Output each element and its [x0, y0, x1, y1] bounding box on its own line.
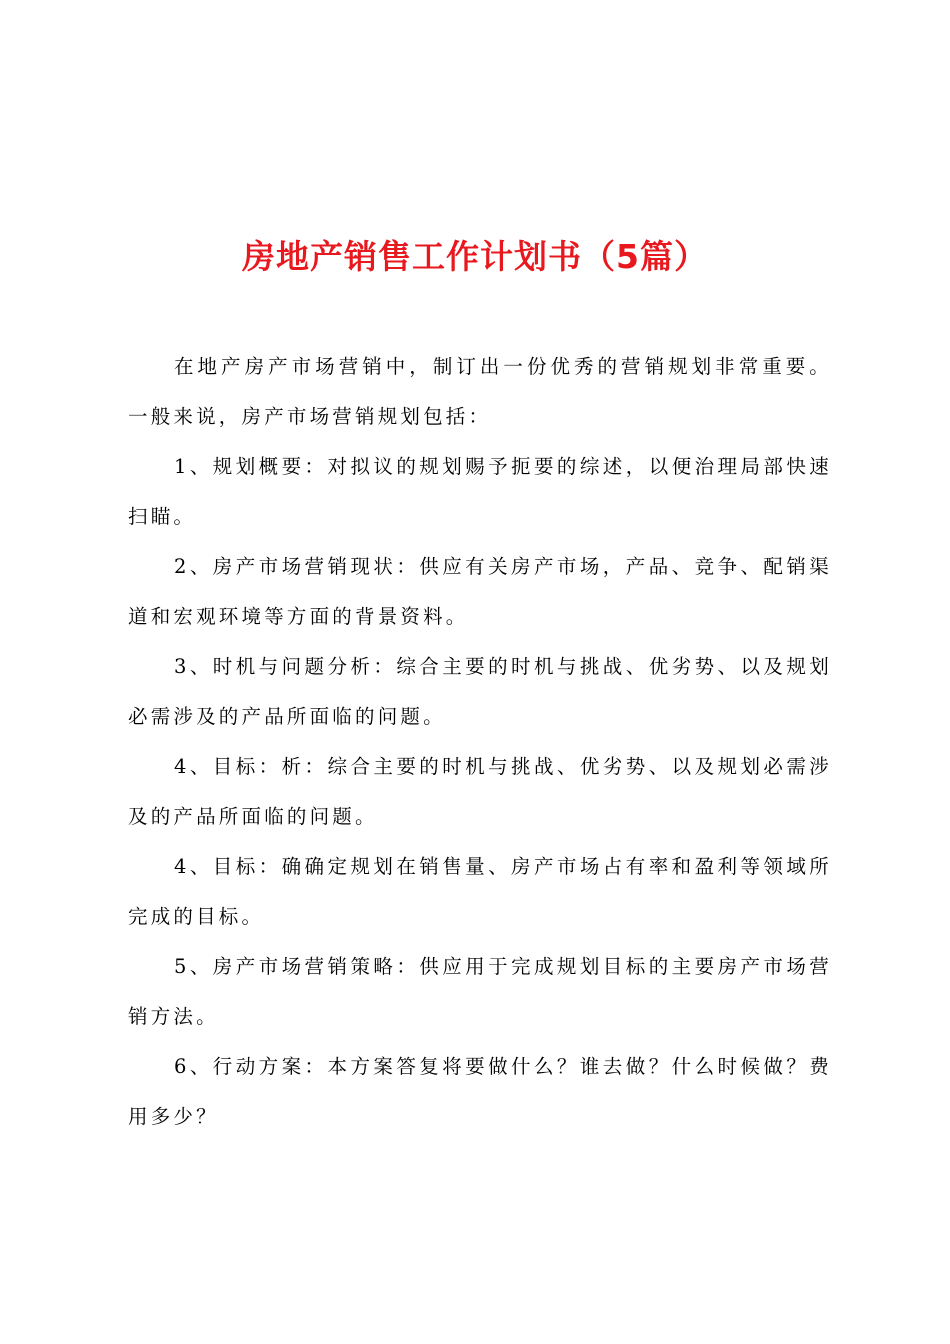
document-title: 房地产销售工作计划书（5篇） — [242, 237, 708, 277]
document-body — [128, 342, 832, 1142]
paragraph-item-4b: 4、目标：确确定规划在销售量、房产市场占有率和盈利等领域所完成的目标。 — [128, 855, 832, 928]
paragraph-intro: 在地产房产市场营销中，制订出一份优秀的营销规划非常重要。一般来说，房产市场营销规划包括： — [128, 355, 832, 428]
paragraph-item-3: 3、时机与问题分析：综合主要的时机与挑战、优劣势、以及规划必需涉及的产品所面临的问题。 — [128, 655, 832, 728]
paragraph-item-4a: 4、目标：析：综合主要的时机与挑战、优劣势、以及规划必需涉及的产品所面临的问题。 — [128, 755, 832, 828]
paragraph-item-6: 6、行动方案：本方案答复将要做什么？谁去做？什么时候做？费用多少？ — [128, 1055, 832, 1128]
paragraph-item-2: 2、房产市场营销现状：供应有关房产市场，产品、竞争、配销渠道和宏观环境等方面的背景资料。 — [128, 555, 832, 628]
paragraph-item-1: 1、规划概要：对拟议的规划赐予扼要的综述，以便治理局部快速扫瞄。 — [128, 455, 832, 528]
paragraph-item-5: 5、房产市场营销策略：供应用于完成规划目标的主要房产市场营销方法。 — [128, 955, 832, 1028]
